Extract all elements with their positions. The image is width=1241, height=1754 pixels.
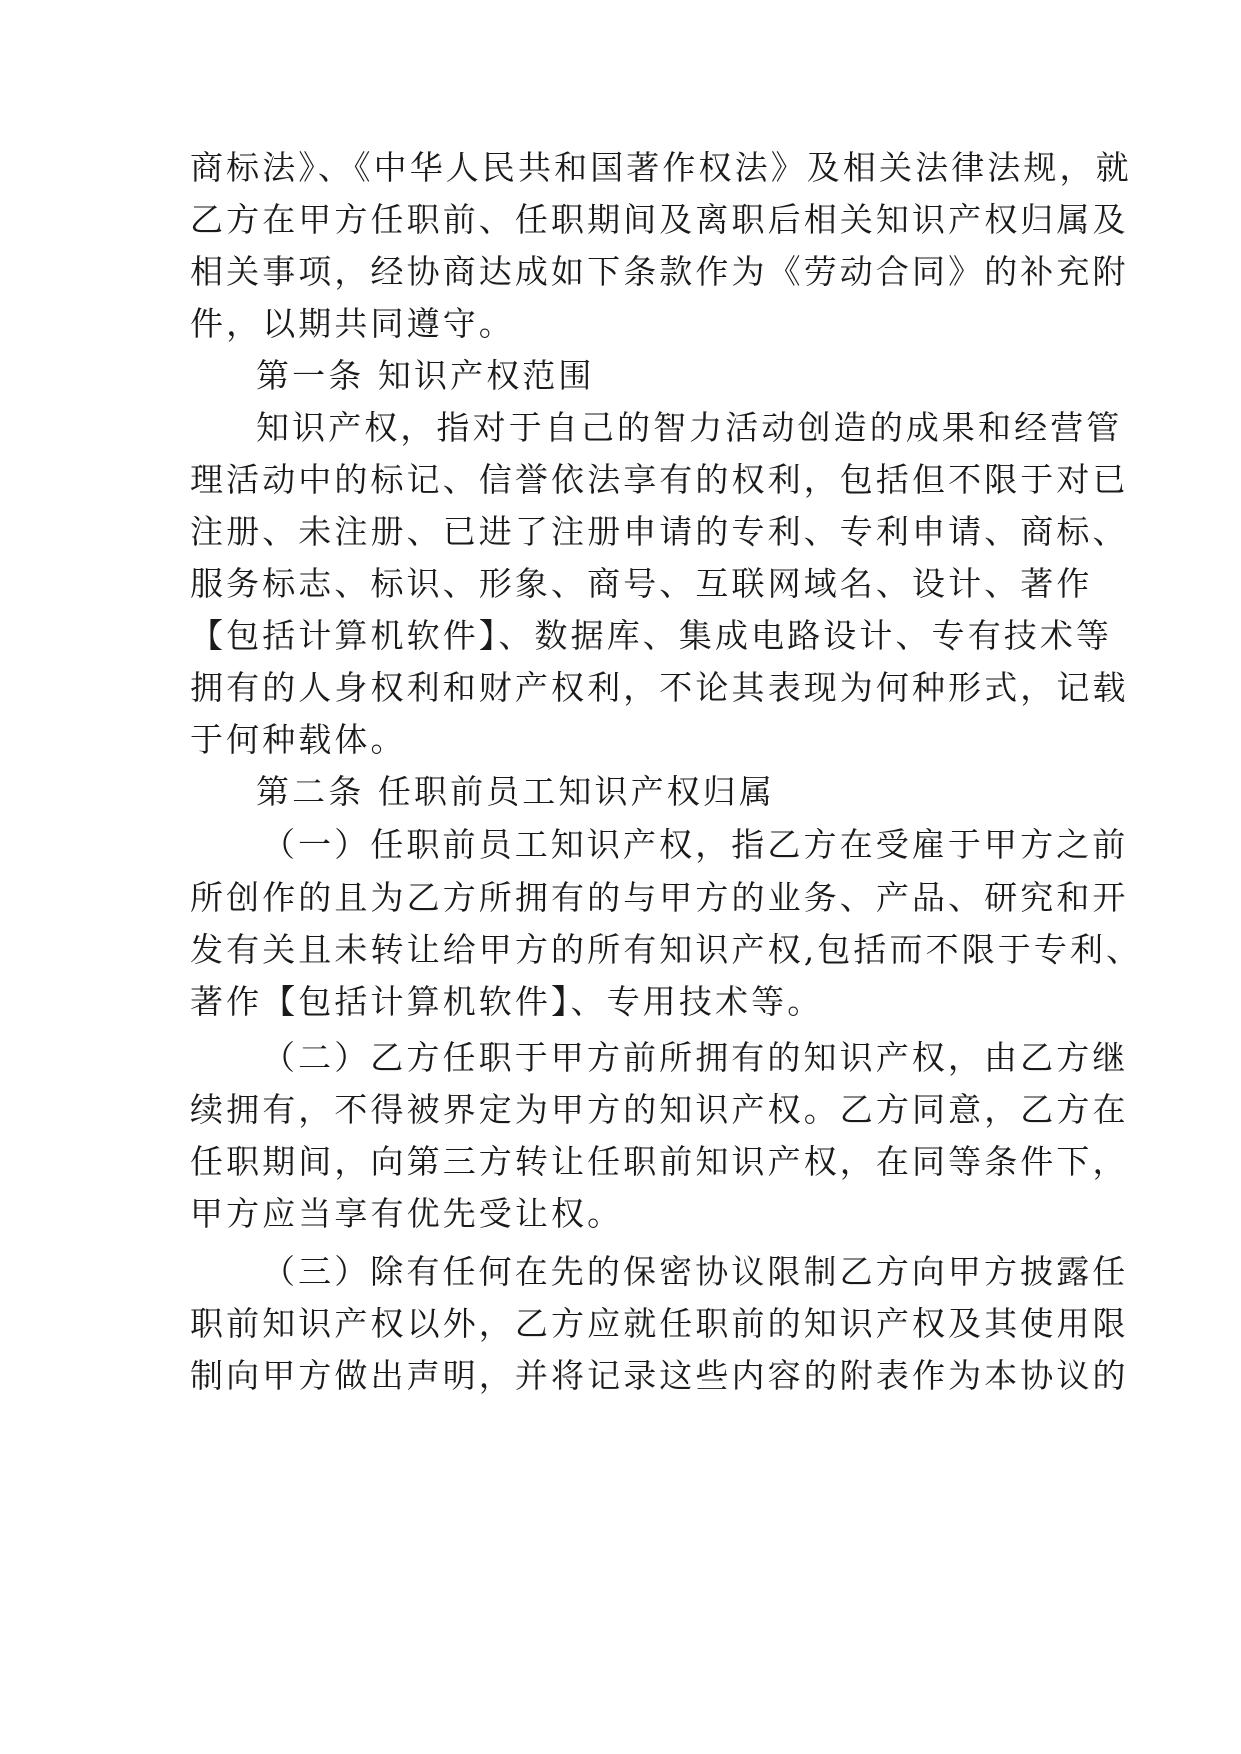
body-text-line: 发有关且未转让给甲方的所有知识产权,包括而不限于专利、 [190,930,1143,969]
section-heading: 第二条 任职前员工知识产权归属 [256,772,775,811]
body-text-line: 服务标志、标识、形象、商号、互联网域名、设计、著作 [190,564,1093,603]
body-text-line: 著作【包括计算机软件】、专用技术等。 [190,982,824,1021]
body-text-line: 于何种载体。 [190,720,407,759]
body-text-line: 拥有的人身权利和财产权利，不论其表现为何种形式，记载 [190,668,1129,707]
body-text-line: 相关事项，经协商达成如下条款作为《劳动合同》的补充附 [190,252,1129,291]
body-text-line: 甲方应当享有优先受让权。 [190,1194,624,1233]
body-text-line: 【包括计算机软件】、数据库、集成电路设计、专有技术等 [190,616,1113,655]
body-text-line: （一）任职前员工知识产权，指乙方在受雇于甲方之前 [262,825,1129,864]
body-text-line: 续拥有，不得被界定为甲方的知识产权。乙方同意，乙方在 [190,1090,1129,1129]
body-text-line: （二）乙方任职于甲方前所拥有的知识产权，由乙方继 [262,1038,1129,1077]
body-text-line: 所创作的且为乙方所拥有的与甲方的业务、产品、研究和开 [190,878,1129,917]
body-text-line: 任职期间，向第三方转让任职前知识产权，在同等条件下， [190,1142,1129,1181]
body-text-line: 理活动中的标记、信誉依法享有的权利，包括但不限于对已 [190,460,1129,499]
body-text-line: （三）除有任何在先的保密协议限制乙方向甲方披露任 [262,1252,1129,1291]
section-heading: 第一条 知识产权范围 [256,356,595,395]
body-text-line: 职前知识产权以外，乙方应就任职前的知识产权及其使用限 [190,1304,1129,1343]
body-text-line: 商标法》、《中华人民共和国著作权法》及相关法律法规，就 [190,148,1132,187]
body-text-line: 制向甲方做出声明，并将记录这些内容的附表作为本协议的 [190,1356,1129,1395]
body-text-line: 知识产权，指对于自己的智力活动创造的成果和经营管 [256,408,1123,447]
body-text-line: 注册、未注册、已进了注册申请的专利、专利申请、商标、 [190,512,1129,551]
body-text-line: 件，以期共同遵守。 [190,304,515,343]
body-text-line: 乙方在甲方任职前、任职期间及离职后相关知识产权归属及 [190,200,1129,239]
